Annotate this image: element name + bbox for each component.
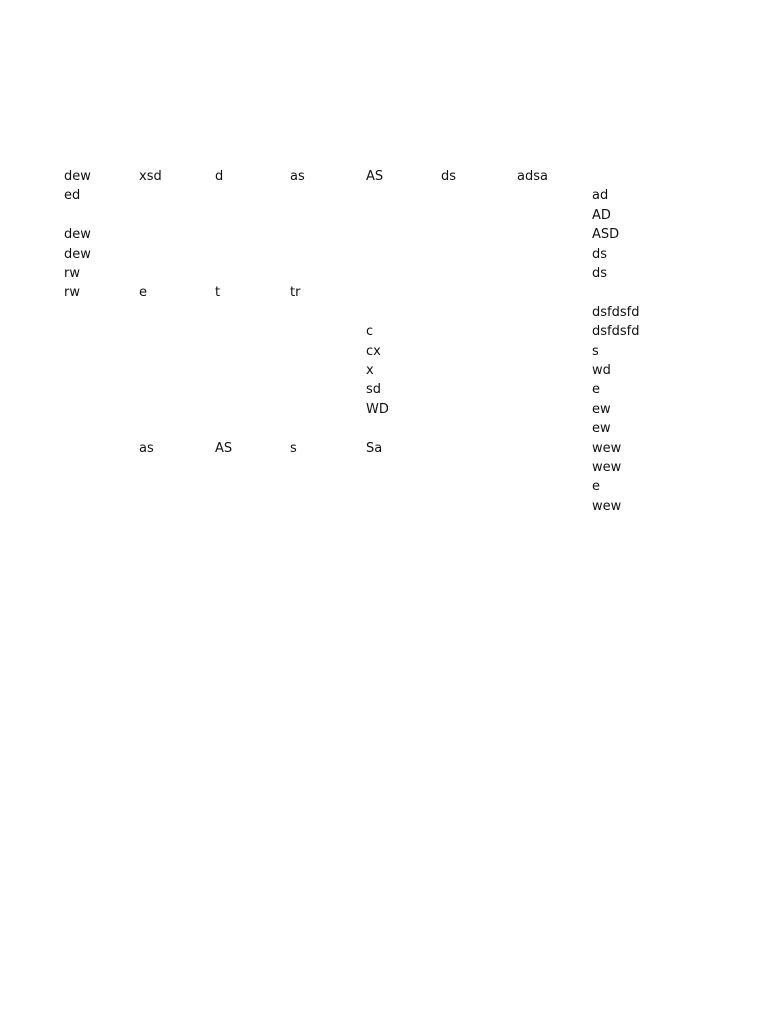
table-cell: ew: [592, 421, 611, 437]
table-cell: s: [592, 343, 599, 359]
table-cell: WD: [366, 401, 389, 417]
table-cell: sd: [366, 382, 382, 398]
table-cell: e: [592, 382, 600, 398]
table-cell: rw: [64, 285, 80, 301]
table-cell: adsa: [517, 169, 548, 184]
table-cell: wew: [592, 440, 622, 456]
table-cell: wd: [592, 363, 611, 378]
table-cell: wew: [592, 498, 622, 514]
table-cell: d: [215, 169, 224, 184]
table-cell: dew: [64, 246, 91, 262]
table-cell: t: [215, 285, 221, 301]
table-cell: ds: [441, 169, 457, 184]
table-cell: dsfdsfd: [592, 324, 640, 340]
table-cell: xsd: [139, 169, 162, 184]
table-cell: ds: [592, 246, 608, 262]
table-cell: AS: [366, 169, 384, 184]
table-cell: x: [366, 363, 374, 378]
table-cell: dsfdsfd: [592, 304, 640, 320]
table-cell: AS: [215, 440, 233, 456]
table-cell: dew: [64, 227, 91, 243]
table-cell: c: [366, 324, 374, 340]
table-cell: ed: [64, 188, 81, 204]
table-cell: cx: [366, 343, 381, 359]
table-cell: ds: [592, 266, 608, 281]
table-cell: tr: [290, 285, 301, 301]
table-cell: as: [139, 440, 154, 456]
table-cell: as: [290, 169, 305, 184]
table-cell: wew: [592, 460, 622, 475]
table-cell: ASD: [592, 227, 620, 243]
table-cell: ew: [592, 401, 611, 417]
table-cell: ad: [592, 188, 609, 204]
table-cell: e: [592, 479, 600, 495]
table-cell: rw: [64, 266, 80, 281]
table-cell: s: [290, 440, 297, 456]
table-cell: e: [139, 285, 147, 301]
table-cell: Sa: [366, 440, 383, 456]
table-cell: dew: [64, 169, 91, 184]
table-cell: AD: [592, 207, 611, 223]
